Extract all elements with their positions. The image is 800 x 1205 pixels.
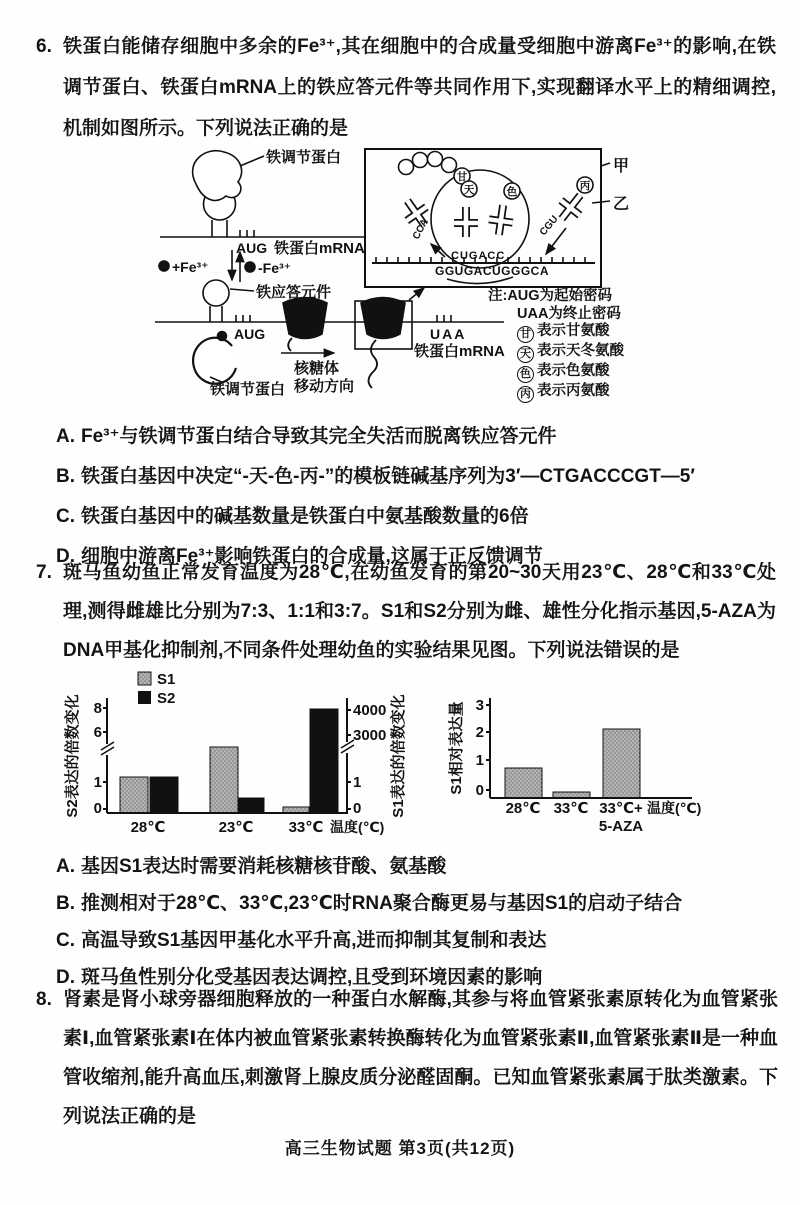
left-tick-1: 1 xyxy=(93,774,102,791)
label-ribosome-direction-1: 核糖体 xyxy=(294,360,340,377)
ytick-3: 3 xyxy=(475,697,484,714)
note-item xyxy=(488,383,624,403)
iron-regulatory-protein-shape xyxy=(193,338,236,384)
option-label: A. xyxy=(56,426,75,447)
left-tick-8: 8 xyxy=(93,700,102,717)
xaxis-label: 温度(℃) xyxy=(330,819,385,835)
label-mrna-sequence: GGUGACUGGGCA xyxy=(435,264,549,278)
label-aug-1: AUG xyxy=(236,240,268,256)
ribosome-shape xyxy=(283,298,327,339)
bar-33-aza xyxy=(603,729,640,798)
bar-s2-23 xyxy=(239,798,264,813)
xcat-33aza-line2: 5-AZA xyxy=(598,818,644,835)
option-text: 斑马鱼性别分化受基因表达调控,且受到环境因素的影响 xyxy=(81,967,543,988)
label-anticodon-cgu: CGU xyxy=(537,213,561,238)
fe-ion-dot xyxy=(218,332,227,341)
q6-option-c xyxy=(56,497,695,537)
left-axis-title: S2表达的倍数变化 xyxy=(64,694,81,818)
label-iron-response-element: 铁应答元件 xyxy=(256,284,332,301)
label-ferritin-mrna-1: 铁蛋白mRNA xyxy=(274,240,365,257)
option-label: D. xyxy=(56,546,75,567)
bar-s1-28 xyxy=(120,777,148,813)
right-tick-4000: 4000 xyxy=(353,702,387,719)
legend-s1-label: S1 xyxy=(157,671,176,688)
q7-chart-fold-change xyxy=(58,670,410,845)
q7-option-c xyxy=(56,922,682,959)
yaxis-title: S1相对表达量 xyxy=(448,701,465,795)
left-tick-0: 0 xyxy=(93,800,102,817)
note-item-text: 表示甘氨酸 xyxy=(537,323,610,340)
label-iron-regulatory-protein-top: 铁调节蛋白 xyxy=(266,149,342,166)
xcat-33aza-line1: 33℃+ xyxy=(599,800,643,817)
option-text: 细胞中游离Fe³⁺影响铁蛋白的合成量,这属于正反馈调节 xyxy=(81,546,543,567)
ala-circle-icon: 丙 xyxy=(517,386,534,403)
note-item-text: 表示天冬氨酸 xyxy=(537,343,624,360)
bar-s2-28 xyxy=(150,777,178,813)
ytick-2: 2 xyxy=(475,724,484,741)
iron-regulatory-protein-shape xyxy=(193,151,242,201)
question-8 xyxy=(36,980,778,1136)
bar-28 xyxy=(505,768,542,798)
note-line-1: 注:AUG为起始密码 xyxy=(488,288,613,304)
aa-trp-icon: 色 xyxy=(506,186,518,198)
label-anticodons: CUGACC xyxy=(451,250,506,262)
ytick-1: 1 xyxy=(475,752,484,769)
option-label: B. xyxy=(56,893,75,914)
option-text: 基因S1表达时需要消耗核糖核苷酸、氨基酸 xyxy=(81,856,447,877)
label-ribosome-direction-2: 移动方向 xyxy=(294,378,355,395)
note-item xyxy=(488,363,624,383)
ytick-0: 0 xyxy=(475,782,484,799)
option-text: 推测相对于28℃、33℃,23℃时RNA聚合酶更易与基因S1的启动子结合 xyxy=(81,893,683,914)
note-item xyxy=(488,323,624,343)
option-label: A. xyxy=(56,856,75,877)
gly-circle-icon: 甘 xyxy=(517,326,534,343)
q6-option-a xyxy=(56,417,695,457)
option-label: C. xyxy=(56,506,75,527)
chart2-labels xyxy=(447,697,701,835)
q7-option-a xyxy=(56,848,682,885)
q6-option-b xyxy=(56,457,695,497)
bar-s1-23 xyxy=(210,747,238,813)
q7-chart-s1-expression xyxy=(440,682,770,847)
question-7 xyxy=(36,553,776,670)
note-item xyxy=(488,343,624,363)
label-jia: 甲 xyxy=(613,158,630,175)
question-6-text: 铁蛋白能储存细胞中多余的Fe³⁺,其在细胞中的合成量受细胞中游离Fe³⁺的影响,在铁调节蛋白、铁蛋白mRNA上的铁应答元件等共同作用下,实现翻译水平上的精细调控,机制如图所示。下列说法正确的是 xyxy=(63,36,776,139)
aa-gly-icon: 甘 xyxy=(456,171,468,183)
label-minus-fe: -Fe³⁺ xyxy=(258,260,292,276)
legend-s2-swatch xyxy=(138,691,151,704)
note-item-text: 表示色氨酸 xyxy=(537,363,610,380)
asp-circle-icon: 天 xyxy=(517,346,534,363)
label-iron-regulatory-protein-bottom: 铁调节蛋白 xyxy=(210,381,286,398)
label-uaa: UAA xyxy=(430,326,467,342)
legend-s2-label: S2 xyxy=(157,690,176,707)
xcat-28: 28℃ xyxy=(130,819,166,836)
aa-ala-icon: 丙 xyxy=(579,180,591,192)
question-6-number: 6. xyxy=(36,36,52,57)
xcat-28: 28℃ xyxy=(505,800,541,817)
option-text: Fe³⁺与铁调节蛋白结合导致其完全失活而脱离铁应答元件 xyxy=(81,426,557,447)
trp-circle-icon: 色 xyxy=(517,366,534,383)
note-item-text: 表示丙氨酸 xyxy=(537,383,610,400)
chart1-legend xyxy=(138,671,175,707)
xcat-33: 33℃ xyxy=(553,800,589,817)
option-text: 铁蛋白基因中决定“-天-色-丙-”的模板链碱基序列为3′—CTGACCCGT—5′ xyxy=(81,466,695,487)
label-anticodon-cca: CCA xyxy=(410,217,431,242)
question-6 xyxy=(36,26,776,149)
aa-asp-icon: 天 xyxy=(463,184,475,196)
label-ferritin-mrna-2: 铁蛋白mRNA xyxy=(414,343,505,360)
chart2-bars xyxy=(505,729,640,798)
question-8-number: 8. xyxy=(36,989,52,1010)
xcat-33: 33℃ xyxy=(288,819,324,836)
question-7-options xyxy=(56,848,682,996)
question-7-text: 斑马鱼幼鱼正常发育温度为28℃,在幼鱼发育的第20~30天用23℃、28℃和33℃处理,测得雌雄比分别为7:3、1:1和3:7。S1和S2分别为雌、雄性分化指示基因,5-AZA为DNA甲基化抑制剂,不同条件处理幼鱼的实验结果见图。下列说法错误的是 xyxy=(63,562,776,661)
xaxis-label: 温度(℃) xyxy=(647,800,702,816)
right-tick-1: 1 xyxy=(353,774,362,791)
bar-s2-33 xyxy=(310,709,338,813)
right-axis-title: S1表达的倍数变化 xyxy=(390,694,407,818)
right-tick-0: 0 xyxy=(353,800,362,817)
label-aug-2: AUG xyxy=(234,326,266,342)
label-yi: 乙 xyxy=(613,196,630,213)
right-tick-3000: 3000 xyxy=(353,727,387,744)
q6-mechanism-figure xyxy=(148,140,778,402)
xcat-23: 23℃ xyxy=(218,819,254,836)
question-7-number: 7. xyxy=(36,562,52,583)
left-tick-6: 6 xyxy=(93,724,102,741)
option-label: D. xyxy=(56,967,75,988)
page-footer: 高三生物试题 第3页(共12页) xyxy=(284,1139,516,1158)
legend-s1-swatch xyxy=(138,672,151,685)
ribosome-shape xyxy=(361,298,405,339)
chart1-bars xyxy=(120,709,338,813)
option-label: C. xyxy=(56,930,75,951)
option-text: 高温导致S1基因甲基化水平升高,进而抑制其复制和表达 xyxy=(81,930,547,951)
note-line-2: UAA为终止密码 xyxy=(517,305,621,322)
option-text: 铁蛋白基因中的碱基数量是铁蛋白中氨基酸数量的6倍 xyxy=(81,506,529,527)
label-plus-fe: +Fe³⁺ xyxy=(172,259,209,275)
question-8-text: 肾素是肾小球旁器细胞释放的一种蛋白水解酶,其参与将血管紧张素原转化为血管紧张素Ⅰ,血管紧张素Ⅰ在体内被血管紧张素转换酶转化为血管紧张素Ⅱ,血管紧张素Ⅱ是一种血管收缩剂,能升高血压,刺激肾上腺皮质分泌醛固酮。已知血管紧张素属于肽类激素。下列说法正确的是 xyxy=(63,989,778,1127)
option-label: B. xyxy=(56,466,75,487)
figure-note xyxy=(488,288,624,403)
q7-option-b xyxy=(56,885,682,922)
